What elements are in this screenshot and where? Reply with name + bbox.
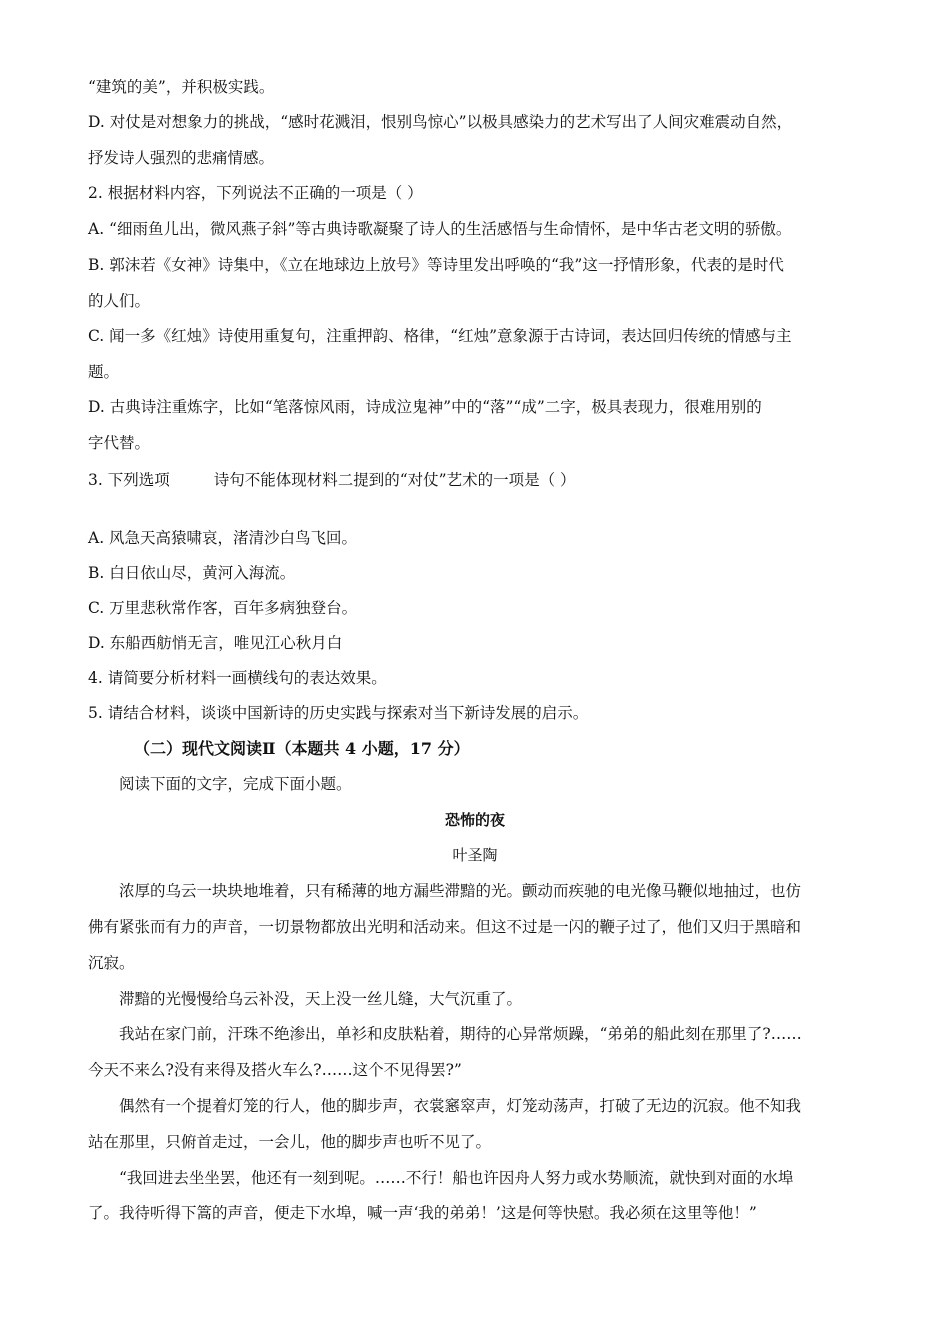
q3-option-d: D. 东船西舫悄无言，唯见江心秋月白: [88, 634, 343, 652]
q2-option-b: B. 郭沫若《女神》诗集中，《立在地球边上放号》等诗里发出呼唤的“我”这一抒情形象，代表的是时代: [88, 256, 784, 274]
passage-line: 佛有紧张而有力的声音，一切景物都放出光明和活动来。但这不过是一闪的鞭子过了，他们又归于黑暗和: [88, 918, 802, 936]
q2-option-c: C. 闻一多《红烛》诗使用重复句，注重押韵、格律，“红烛”意象源于古诗词，表达回归传统的情感与主: [88, 327, 792, 345]
passage-author: 叶圣陶: [452, 846, 498, 864]
passage-line: 滞黯的光慢慢给乌云补没，天上没一丝儿缝，大气沉重了。: [119, 990, 523, 1008]
passage-line: 今天不来么?没有来得及搭火车么?……这个不见得罢?”: [88, 1061, 462, 1079]
passage-line: 浓厚的乌云一块块地堆着，只有稀薄的地方漏些滞黯的光。颤动而疾驰的电光像马鞭似地抽过，也仿: [119, 882, 802, 900]
q3-stem-rest: 诗句不能体现材料二提到的“对仗”艺术的一项是（ ）: [213, 471, 576, 489]
q3-option-a: A. 风急天高猿啸哀，渚清沙白鸟飞回。: [88, 529, 358, 547]
q2-option-a: A. “细雨鱼儿出，微风燕子斜”等古典诗歌凝聚了诗人的生活感悟与生命情怀，是中华古老文明的骄傲。: [88, 220, 792, 238]
section-instruction: 阅读下面的文字，完成下面小题。: [119, 775, 352, 793]
q3-stem: [88, 470, 868, 490]
passage-title: 恐怖的夜: [444, 811, 505, 829]
section-heading: （二）现代文阅读Ⅱ（本题共 4 小题，17 分）: [134, 739, 470, 758]
passage-line: 沉寂。: [88, 954, 135, 972]
q4-stem: 4. 请简要分析材料一画横线句的表达效果。: [88, 669, 387, 687]
q1-text-line: “建筑的美”，并积极实践。: [88, 78, 275, 96]
q3-option-b: B. 白日依山尽，黄河入海流。: [88, 564, 296, 582]
q2-option-d-cont: 字代替。: [88, 434, 151, 452]
q1-option-d-cont: 抒发诗人强烈的悲痛情感。: [88, 149, 275, 167]
q5-stem: 5. 请结合材料，谈谈中国新诗的历史实践与探索对当下新诗发展的启示。: [88, 704, 589, 722]
q2-stem: 2. 根据材料内容，下列说法不正确的一项是（ ）: [88, 184, 423, 202]
q3-option-c: C. 万里悲秋常作客，百年多病独登台。: [88, 599, 358, 617]
passage-line: 了。我待听得下篙的声音，便走下水埠，喊一声‘我的弟弟！’这是何等快慰。我必须在这里等他！”: [88, 1204, 757, 1222]
q2-option-d: D. 古典诗注重炼字，比如“笔落惊风雨，诗成泣鬼神”中的“落”“成”二字，极具表现力，很难用别的: [88, 398, 762, 416]
passage-line: 偶然有一个提着灯笼的行人，他的脚步声，衣裳窸窣声，灯笼动荡声，打破了无边的沉寂。他不知我: [119, 1097, 802, 1115]
passage-line: 我站在家门前，汗珠不绝渗出，单衫和皮肤粘着，期待的心异常烦躁，“弟弟的船此刻在那里了?……: [119, 1025, 802, 1043]
q2-option-b-cont: 的人们。: [88, 292, 151, 310]
q2-option-c-cont: 题。: [88, 363, 120, 381]
q3-stem-prefix: 3. 下列选项: [88, 471, 170, 489]
passage-line: “我回进去坐坐罢，他还有一刻到呢。……不行！船也许因舟人努力或水势顺流，就快到对面的水埠: [119, 1169, 794, 1187]
passage-line: 站在那里，只俯首走过，一会儿，他的脚步声也听不见了。: [88, 1133, 492, 1151]
q1-option-d: D. 对仗是对想象力的挑战，“感时花溅泪，恨别鸟惊心”以极具感染力的艺术写出了人间灾难震动自然，: [88, 113, 793, 131]
